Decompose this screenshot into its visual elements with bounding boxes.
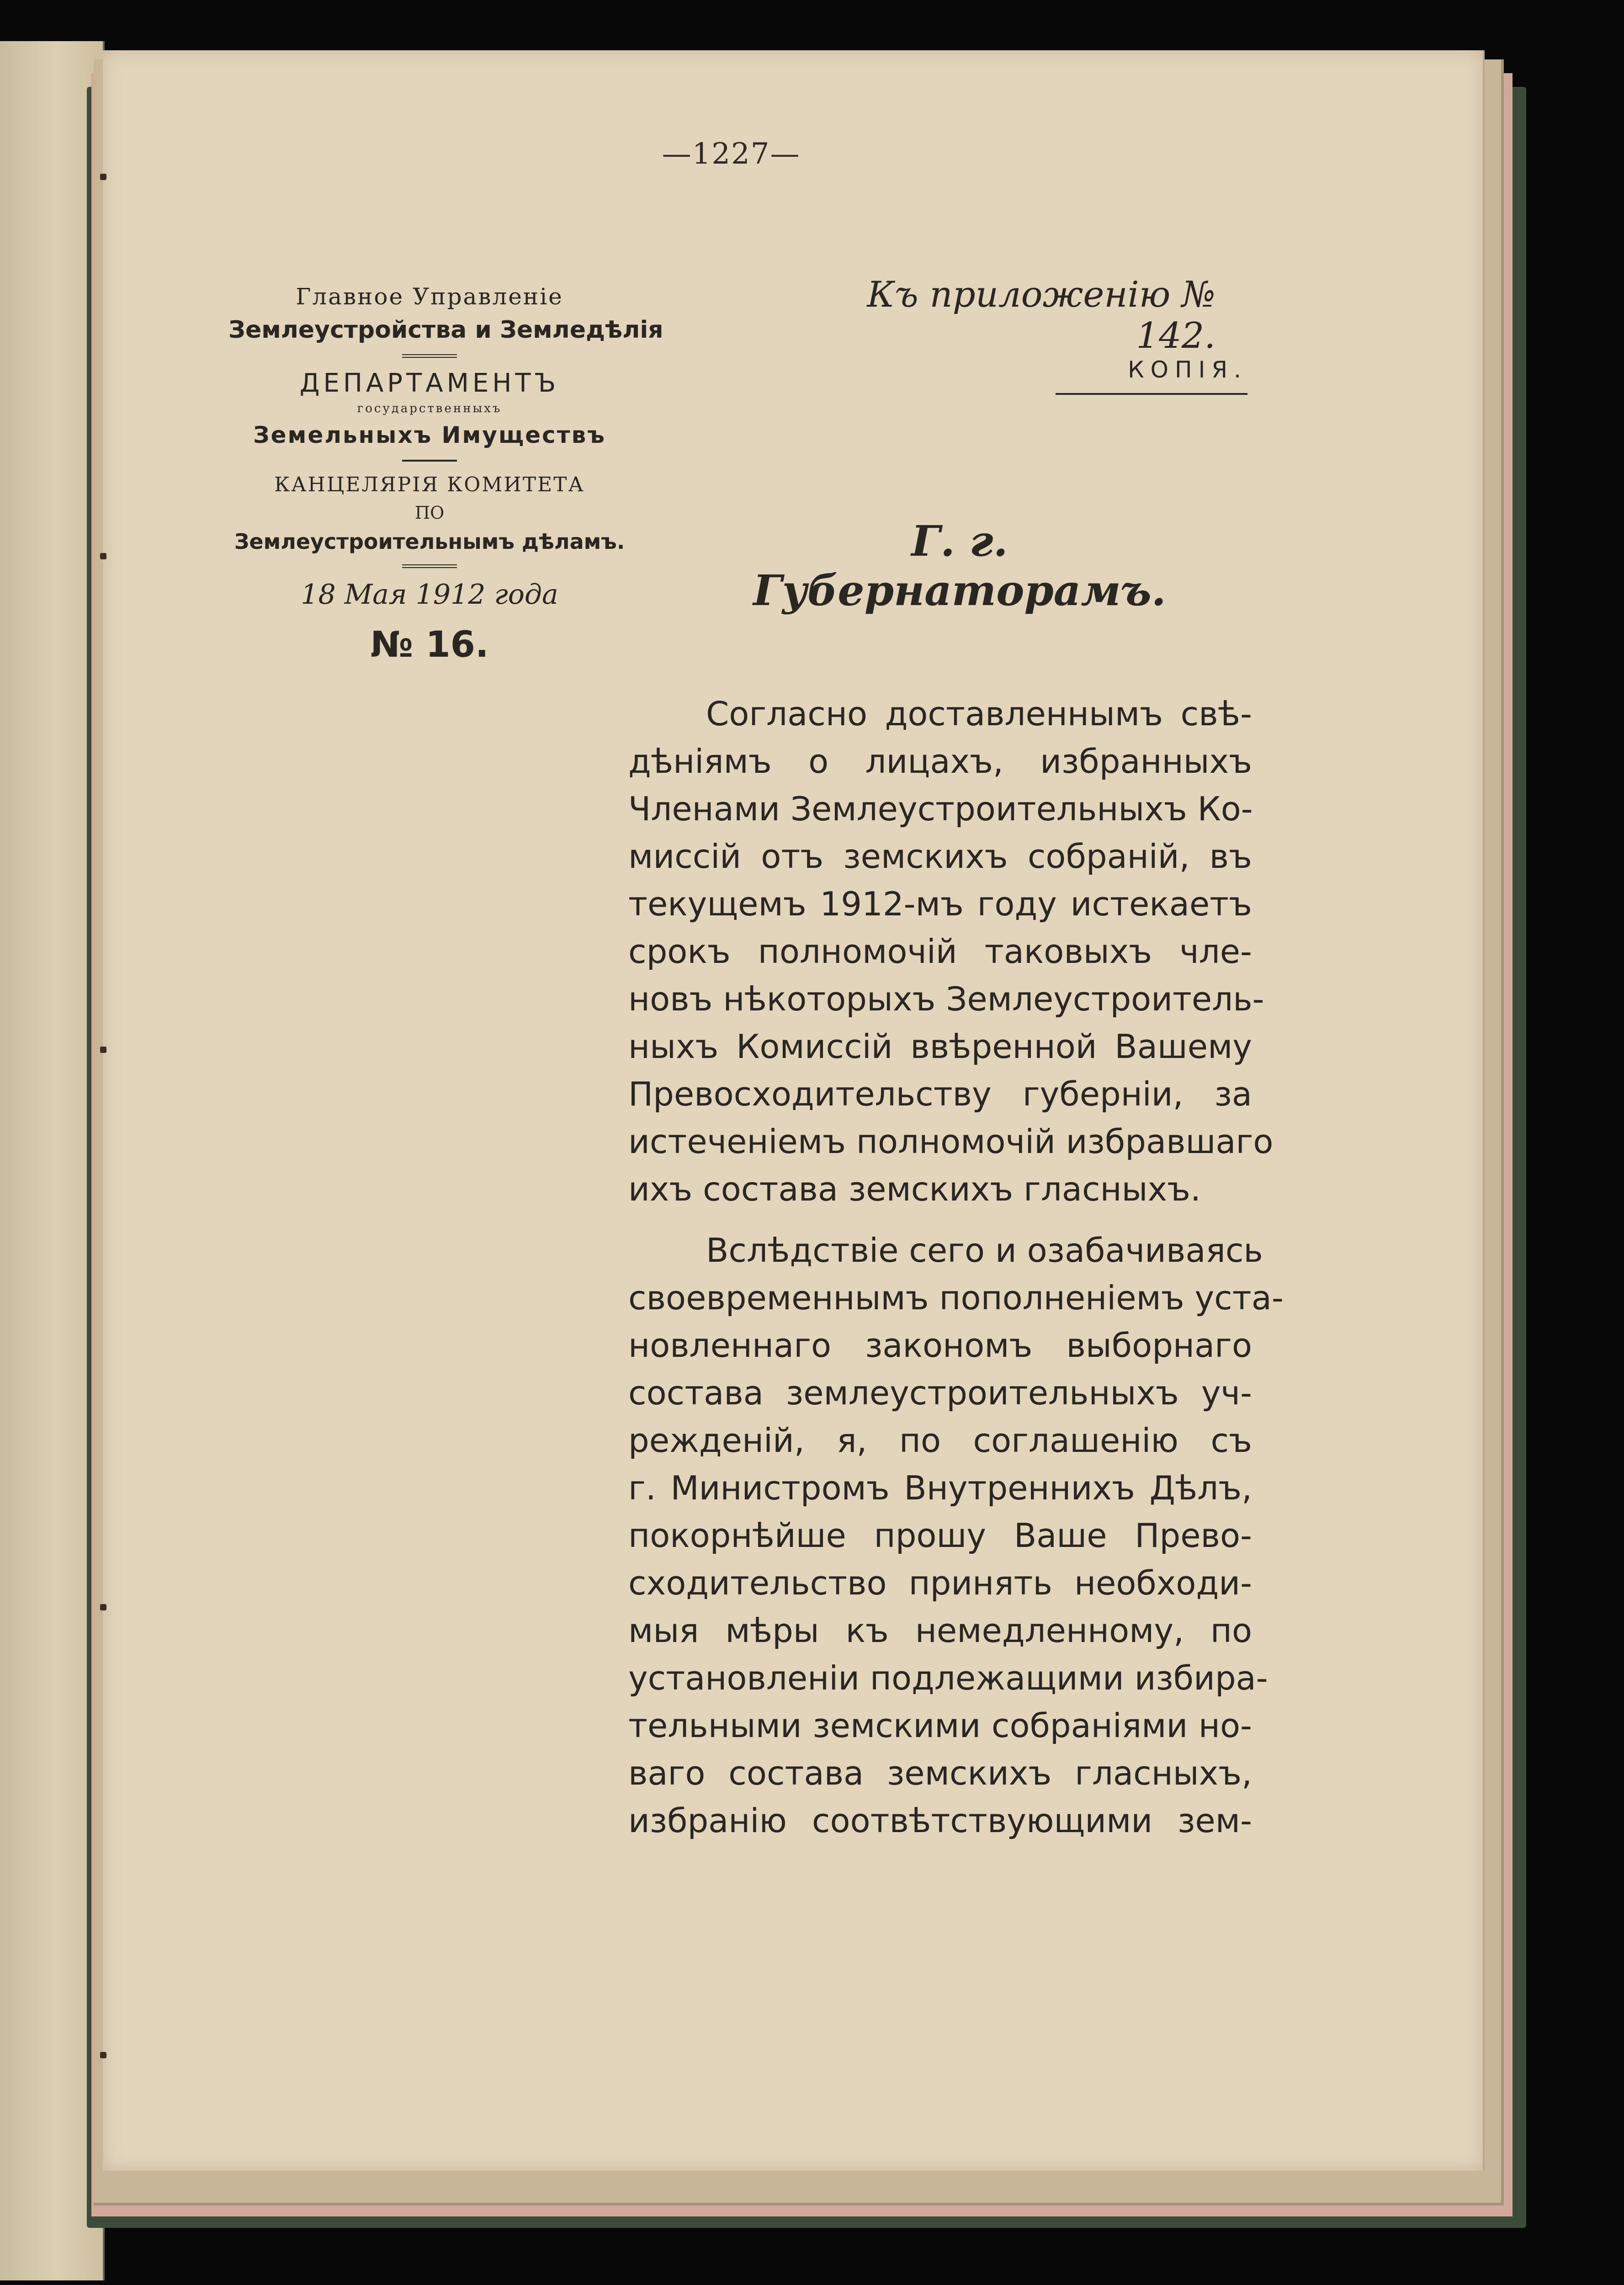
text-line: покорнѣйше прошу Ваше Прево- [628,1516,1252,1555]
text-line: г. Министромъ Внутреннихъ Дѣлъ, [628,1469,1252,1507]
binding-mark [100,174,106,180]
text-line: своевременнымъ пополненіемъ уста- [628,1279,1284,1317]
letterhead-divider [402,563,457,569]
page-number: —1227— [662,137,801,171]
letterhead-department: ДЕПАРТАМЕНТЪ [299,368,560,398]
letterhead-chancery: КАНЦЕЛЯРІЯ КОМИТЕТА [274,473,585,496]
letterhead-date: 18 Мая 1912 года [301,579,558,611]
paragraph-1 [628,690,1274,1213]
text-line: сходительство принять необходи- [628,1564,1252,1602]
text-line: новъ нѣкоторыхъ Землеустроитель- [628,980,1264,1018]
text-line: истеченіемъ полномочій избравшаго [628,1122,1274,1161]
text-line: новленнаго закономъ выборнаго [628,1326,1252,1365]
text-line: тельными земскими собраніями но- [628,1706,1252,1745]
binding-mark [100,1047,106,1053]
binding-mark [100,1604,106,1610]
letterhead-divider [402,457,457,464]
copy-label: КОПІЯ. [1128,356,1247,383]
text-line: Превосходительству губерніи, за [628,1075,1252,1113]
letterhead-divider [402,353,457,359]
letterhead-main-admin: Главное Управленіе [296,283,563,310]
letterhead-agriculture: Землеустройства и Земледѣлія [228,316,663,344]
text-line: текущемъ 1912-мъ году истекаетъ [628,885,1252,923]
text-line: Членами Землеустроительныхъ Ко- [628,790,1253,828]
letter-body [628,690,1284,1844]
text-line: ныхъ Комиссій ввѣренной Вашему [628,1027,1252,1066]
annex-reference: Къ приложенію № 142. [867,274,1215,356]
text-line: Вслѣдствіе сего и озабачиваясь [706,1231,1263,1270]
text-line: избранію соотвѣтствующими зем- [628,1801,1252,1840]
text-line: ихъ состава земскихъ гласныхъ. [628,1170,1201,1208]
text-line: миссій отъ земскихъ собраній, въ [628,837,1252,876]
letterhead-properties: Земельныхъ Имуществъ [253,422,606,448]
binding-mark [100,553,106,559]
binding-mark [100,2052,106,2058]
text-line: состава землеустроительныхъ уч- [628,1374,1252,1412]
letterhead-po: ПО [414,503,445,523]
text-line: срокъ полномочій таковыхъ чле- [628,932,1252,971]
salutation: Г. г. Губернаторамъ. [753,516,1166,615]
text-line: установленіи подлежащими избира- [628,1659,1268,1697]
text-line: Согласно доставленнымъ свѣ- [706,695,1252,733]
text-line: ваго состава земскихъ гласныхъ, [628,1754,1252,1792]
text-line: мыя мѣры къ немедленному, по [628,1611,1252,1650]
paragraph-2 [628,1227,1284,1844]
letterhead-number: № 16. [370,624,489,665]
text-line: режденій, я, по соглашенію съ [628,1421,1252,1460]
letterhead [228,238,663,665]
text-line: дѣніямъ о лицахъ, избранныхъ [628,742,1252,781]
copy-underline [1056,393,1247,395]
letterhead-affairs: Землеустроительнымъ дѣламъ. [234,529,625,554]
letterhead-state: государственныхъ [357,402,502,415]
